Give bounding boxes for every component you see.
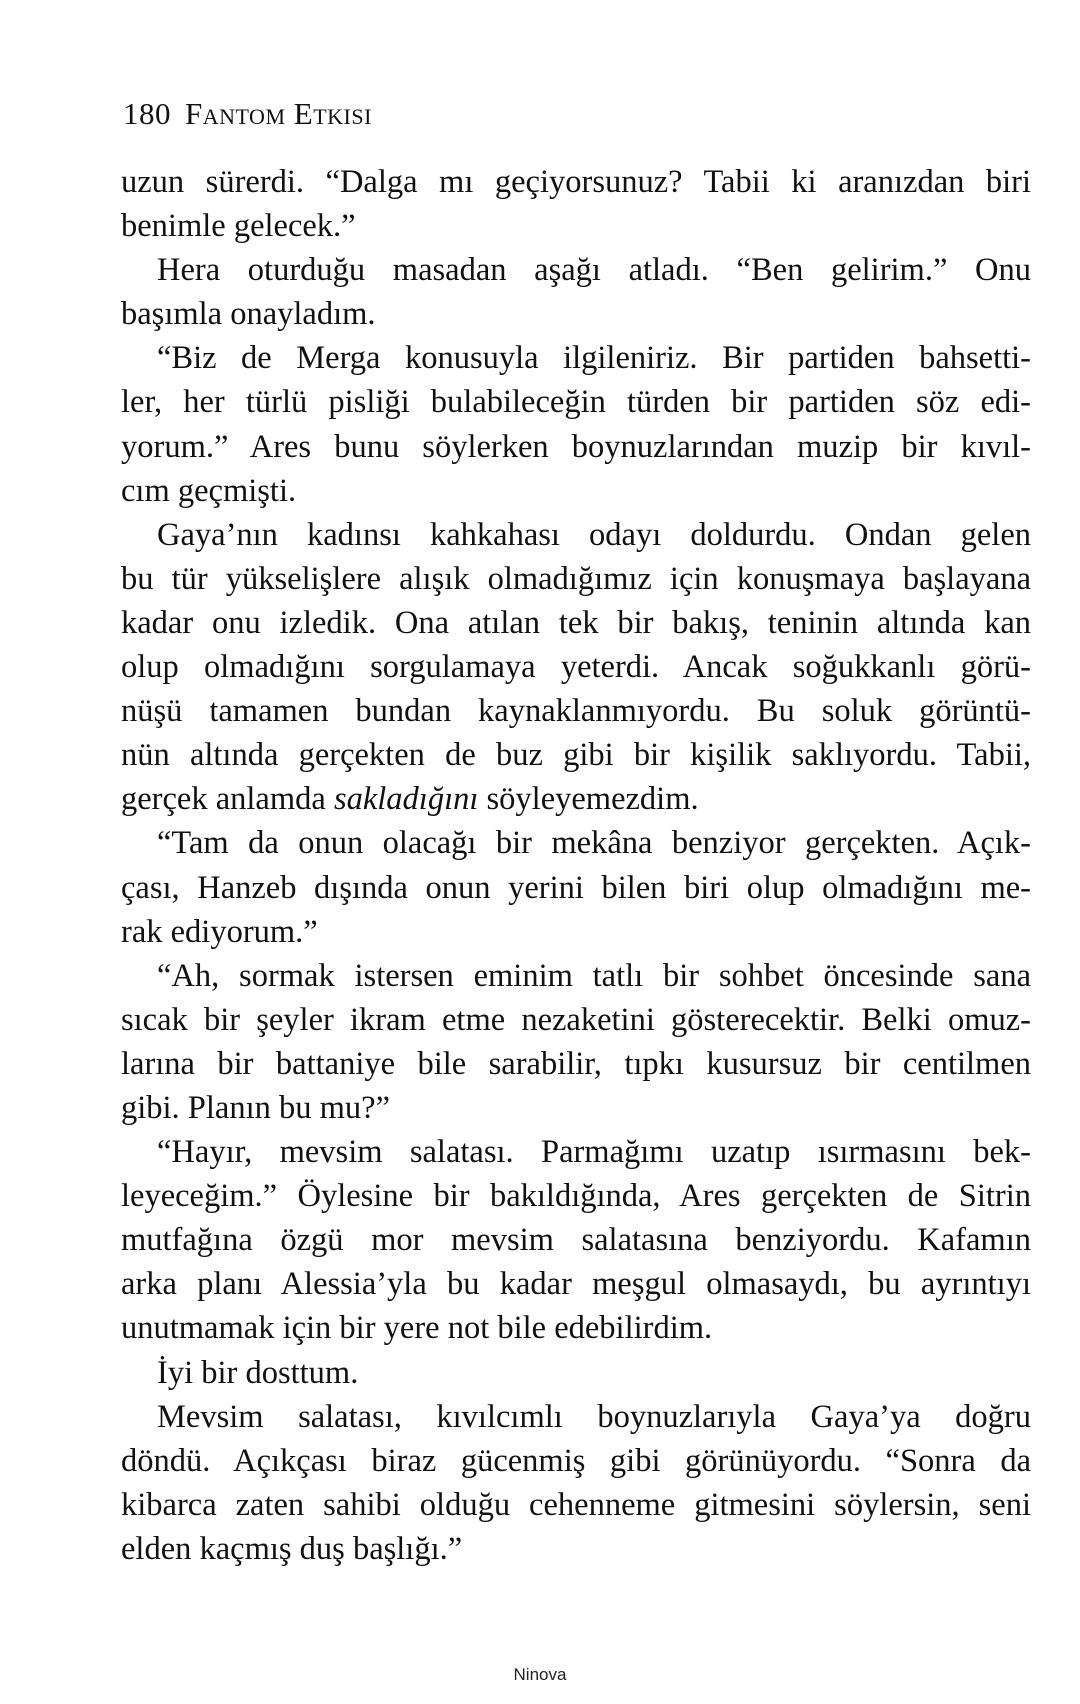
text-line	[121, 777, 1031, 821]
running-title: Fantom Etkisi	[185, 96, 372, 131]
text-line: gibi. Planın bu mu?”	[121, 1089, 390, 1126]
italic-emphasis: sakladığını	[333, 781, 479, 818]
text-line: bu tür yükselişlere alışık olmadığımız için konuşmaya başlayana	[121, 560, 1031, 597]
text-line: başımla onayladım.	[121, 296, 376, 333]
text-line: “Biz de Merga konusuyla ilgileniriz. Bir partiden bahsetti-	[157, 340, 1031, 377]
running-header	[123, 96, 372, 132]
text-line: Mevsim salatası, kıvılcımlı boynuzlarıyla Gaya’ya doğru	[157, 1398, 1031, 1435]
text-line: kibarca zaten sahibi olduğu cehenneme gitmesini söylersin, seni	[121, 1486, 1031, 1523]
text-line: unutmamak için bir yere not bile edebilirdim.	[121, 1310, 713, 1347]
text-line: nün altında gerçekten de buz gibi bir kişilik saklıyordu. Tabii,	[121, 737, 1031, 774]
text-line: nüşü tamamen bundan kaynaklanmıyordu. Bu soluk görüntü-	[121, 693, 1031, 730]
page-number: 180	[123, 96, 171, 131]
text-line: ler, her türlü pisliği bulabileceğin türden bir partiden söz edi-	[121, 384, 1031, 421]
text-line: uzun sürerdi. “Dalga mı geçiyorsunuz? Tabii ki aranızdan biri	[121, 164, 1031, 200]
text-line: elden kaçmış duş başlığı.”	[121, 1530, 463, 1567]
text-line: cım geçmişti.	[121, 472, 297, 509]
text-line: mutfağına özgü mor mevsim salatasına benziyordu. Kafamın	[121, 1222, 1031, 1259]
text-line: yorum.” Ares bunu söylerken boynuzlarından muzip bir kıvıl-	[121, 428, 1031, 465]
body-text	[121, 160, 1031, 1571]
text-line: çası, Hanzeb dışında onun yerini bilen biri olup olmadığını me-	[121, 869, 1031, 906]
text-line: sıcak bir şeyler ikram etme nezaketini gösterecektir. Belki omuz-	[121, 1001, 1031, 1038]
text-line: rak ediyorum.”	[121, 913, 318, 950]
text-line: İyi bir dosttum.	[157, 1354, 359, 1391]
text-line: “Hayır, mevsim salatası. Parmağımı uzatıp ısırmasını bek-	[157, 1134, 1031, 1171]
text-line: benimle gelecek.”	[121, 208, 356, 245]
text-line: Gaya’nın kadınsı kahkahası odayı doldurdu. Ondan gelen	[157, 516, 1031, 553]
text-line: “Ah, sormak istersen eminim tatlı bir sohbet öncesinde sana	[157, 957, 1031, 994]
text-segment: söyleyemezdim.	[478, 781, 699, 818]
publisher-footer: Ninova	[513, 1665, 567, 1684]
text-line: olup olmadığını sorgulamaya yeterdi. Ancak soğukkanlı görü-	[121, 649, 1031, 686]
text-line: leyeceğim.” Öylesine bir bakıldığında, Ares gerçekten de Sitrin	[121, 1178, 1031, 1215]
text-segment: gerçek anlamda	[121, 781, 334, 818]
text-line: kadar onu izledik. Ona atılan tek bir bakış, teninin altında kan	[121, 604, 1031, 641]
text-line: arka planı Alessia’yla bu kadar meşgul olmasaydı, bu ayrıntıyı	[121, 1266, 1031, 1303]
text-line: döndü. Açıkçası biraz gücenmiş gibi görünüyordu. “Sonra da	[121, 1442, 1031, 1479]
text-line: larına bir battaniye bile sarabilir, tıpkı kusursuz bir centilmen	[121, 1045, 1031, 1082]
text-line: “Tam da onun olacağı bir mekâna benziyor gerçekten. Açık-	[157, 825, 1031, 862]
text-line: Hera oturduğu masadan aşağı atladı. “Ben gelirim.” Onu	[157, 252, 1031, 289]
